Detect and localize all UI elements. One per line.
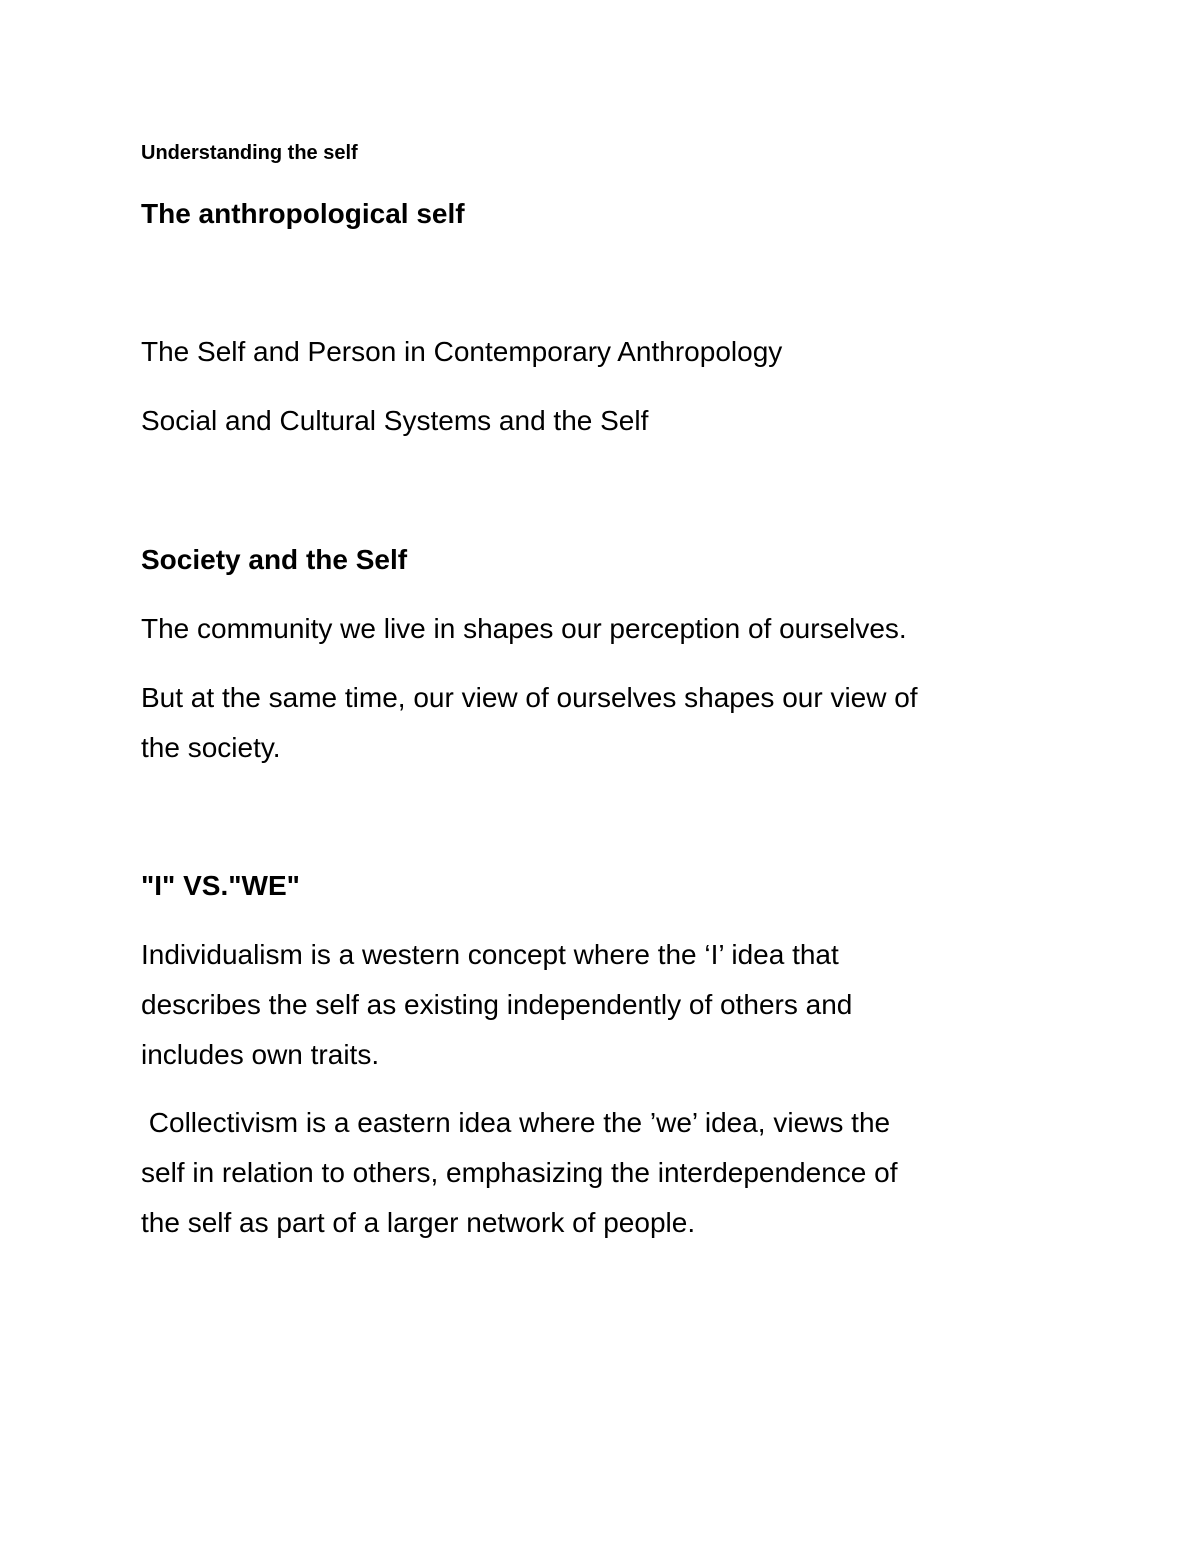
main-heading: The anthropological self [141,198,465,229]
society-paragraph-2-line-1: But at the same time, our view of ourselves shapes our view of [141,682,918,713]
individualism-line-3: includes own traits. [141,1039,380,1070]
society-paragraph-1: The community we live in shapes our perception of ourselves. [141,613,907,644]
collectivism-line-1: Collectivism is a eastern idea where the ’we’ idea, views the [141,1107,891,1138]
society-paragraph-2-line-2: the society. [141,732,281,763]
individualism-line-1: Individualism is a western concept where the ‘I’ idea that [141,939,839,970]
individualism-line-2: describes the self as existing independently of others and [141,989,853,1020]
subtopic-1: The Self and Person in Contemporary Anthropology [141,336,783,367]
subtopic-2: Social and Cultural Systems and the Self [141,405,649,436]
section-heading-society: Society and the Self [141,544,408,575]
collectivism-line-3: the self as part of a larger network of people. [141,1207,696,1238]
collectivism-line-2: self in relation to others, emphasizing the interdependence of [141,1157,898,1188]
course-title: Understanding the self [141,142,358,164]
section-heading-i-vs-we: "I" VS."WE" [141,870,300,901]
